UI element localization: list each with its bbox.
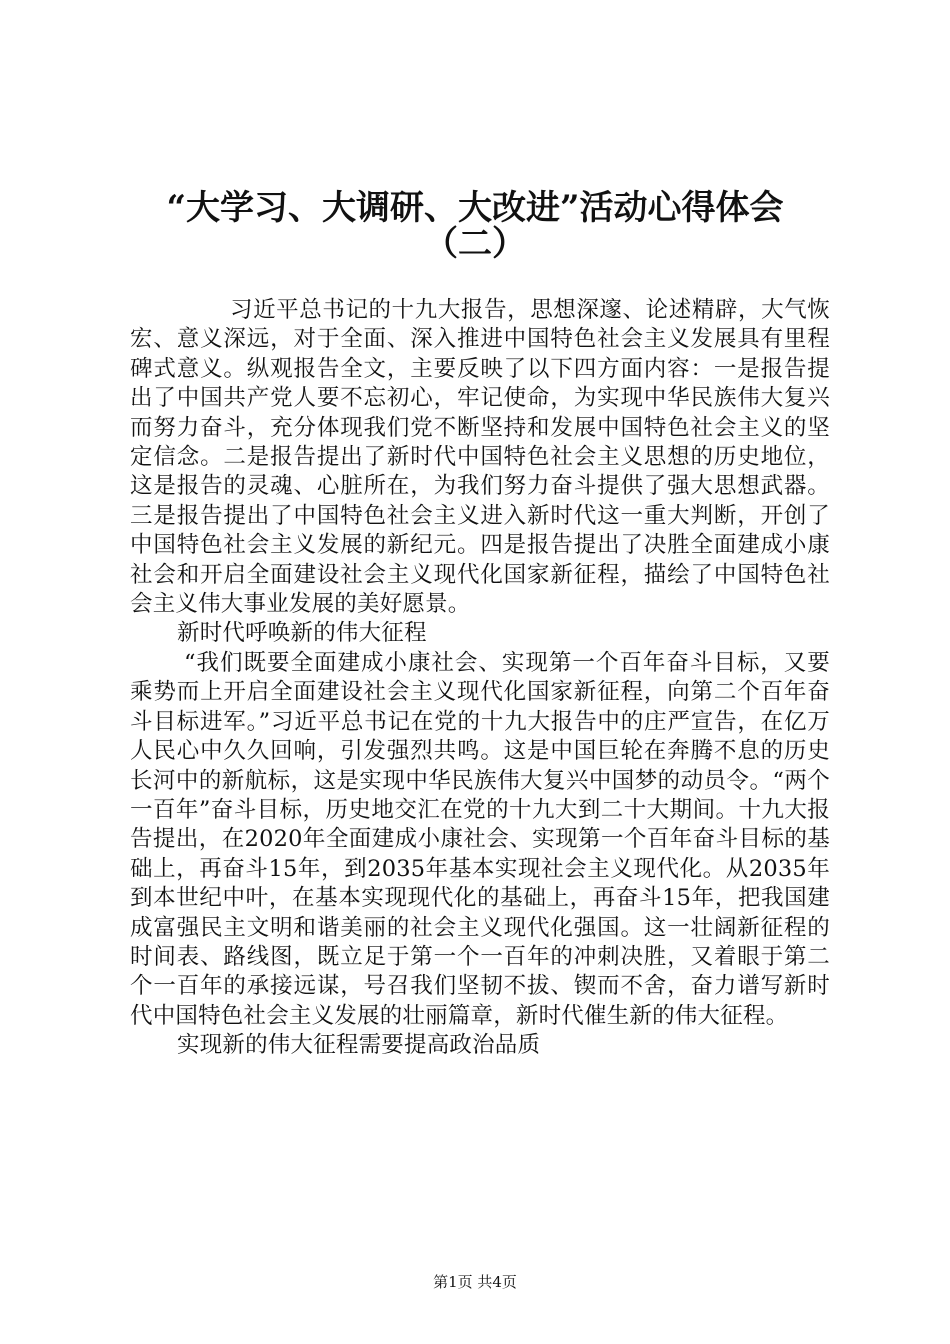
section-heading: 实现新的伟大征程需要提高政治品质 xyxy=(177,1032,541,1059)
section-heading: 新时代呼唤新的伟大征程 xyxy=(177,620,427,647)
document-body xyxy=(130,296,830,1061)
page-footer: 第1页 共4页 xyxy=(433,1273,517,1291)
document-title-subtitle: （二） xyxy=(424,224,526,264)
paragraph-intro: 习近平总书记的十九大报告，思想深邃、论述精辟，大气恢宏、意义深远，对于全面、深入推进中国特色社会主义发展具有里程碑式意义。纵观报告全文，主要反映了以下四方面内容：一是报告提出了中国共产党人要不忘初心，牢记使命，为实现中华民族伟大复兴而努力奋斗，充分体现我们党不断坚持和发展中国特色社会主义的坚定信念。二是报告提出了新时代中国特色社会主义思想的历史地位，这是报告的灵魂、心脏所在，为我们努力奋斗提供了强大思想武器。三是报告提出了中国特色社会主义进入新时代这一重大判断，开创了中国特色社会主义发展的新纪元。四是报告提出了决胜全面建成小康社会和开启全面建设社会主义现代化国家新征程，描绘了中国特色社会主义伟大事业发展的美好愿景。 xyxy=(130,297,830,618)
document-title: “大学习、大调研、大改进”活动心得体会 xyxy=(166,188,784,228)
paragraph-quote: “我们既要全面建成小康社会、实现第一个百年奋斗目标，又要乘势而上开启全面建设社会主义现代化国家新征程，向第二个百年奋斗目标进军。”习近平总书记在党的十九大报告中的庄严宣告，在亿万人民心中久久回响，引发强烈共鸣。这是中国巨轮在奔腾不息的历史长河中的新航标，这是实现中华民族伟大复兴中国梦的动员令。“两个一百年”奋斗目标，历史地交汇在党的十九大到二十大期间。十九大报告提出，在2020年全面建成小康社会、实现第一个百年奋斗目标的基础上，再奋斗15年，到2035年基本实现社会主义现代化。从2035年到本世纪中叶，在基本实现现代化的基础上，再奋斗15年，把我国建成富强民主文明和谐美丽的社会主义现代化强国。这一壮阔新征程的时间表、路线图，既立足于第一个一百年的冲刺决胜，又着眼于第二个一百年的承接远谋，号召我们坚韧不拔、锲而不舍，奋力谱写新时代中国特色社会主义发展的壮丽篇章，新时代催生新的伟大征程。 xyxy=(130,649,830,1029)
